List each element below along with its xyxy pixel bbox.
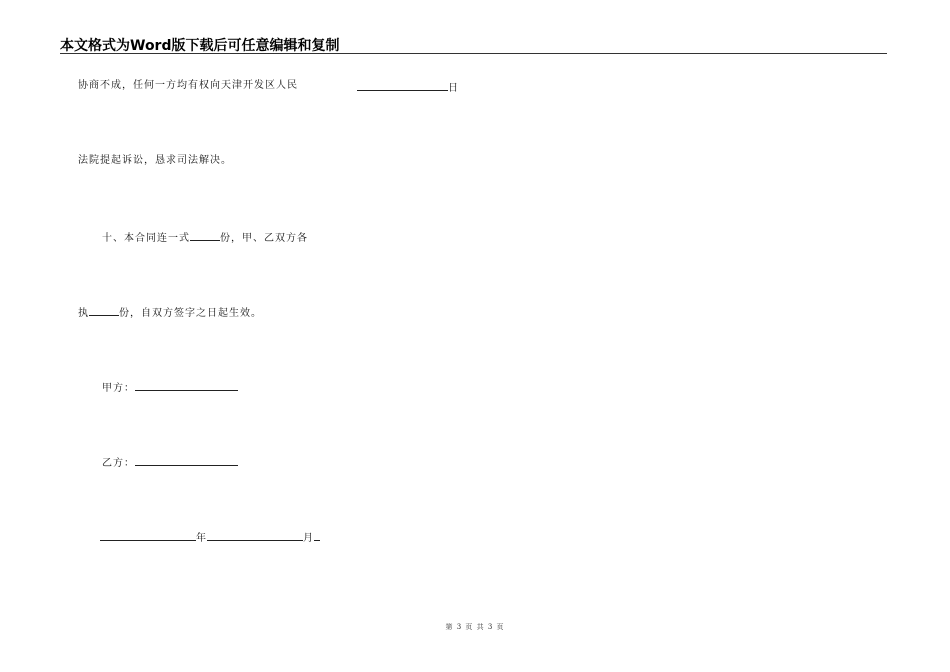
party-b-blank: [135, 455, 238, 466]
month-label: 月: [303, 533, 314, 544]
line-3-suffix: 份，甲、乙双方各: [220, 233, 308, 244]
party-b-label: 乙方：: [102, 458, 135, 469]
line-3-prefix: 十、本合同连一式: [102, 233, 190, 244]
party-a-label: 甲方：: [102, 383, 135, 394]
line-4-prefix: 执: [78, 308, 89, 319]
date-day-field: [357, 80, 459, 95]
trailing-blank: [314, 530, 320, 541]
copies-total-blank: [190, 230, 220, 241]
party-a-signature-line: [102, 380, 238, 395]
day-label: 日: [448, 83, 459, 94]
year-blank: [100, 530, 196, 541]
paragraph-line-2: [78, 155, 232, 167]
paragraph-line-1: [78, 80, 298, 92]
date-line: [100, 530, 320, 545]
year-label: 年: [196, 533, 207, 544]
line-1-text: 协商不成，任何一方均有权向天津开发区人民: [78, 80, 298, 91]
line-2-text: 法院提起诉讼，恳求司法解决。: [78, 155, 232, 166]
party-a-blank: [135, 380, 238, 391]
party-b-signature-line: [102, 455, 238, 470]
paragraph-line-4: [78, 305, 262, 320]
page-number-footer: 第 3 页 共 3 页: [445, 623, 505, 631]
header-divider: [60, 53, 887, 54]
day-blank: [357, 80, 448, 91]
line-4-suffix: 份，自双方签字之日起生效。: [119, 308, 262, 319]
paragraph-line-3: [102, 230, 308, 245]
document-header-title: 本文格式为Word版下载后可任意编辑和复制: [60, 38, 340, 54]
month-blank: [207, 530, 303, 541]
copies-each-blank: [89, 305, 119, 316]
